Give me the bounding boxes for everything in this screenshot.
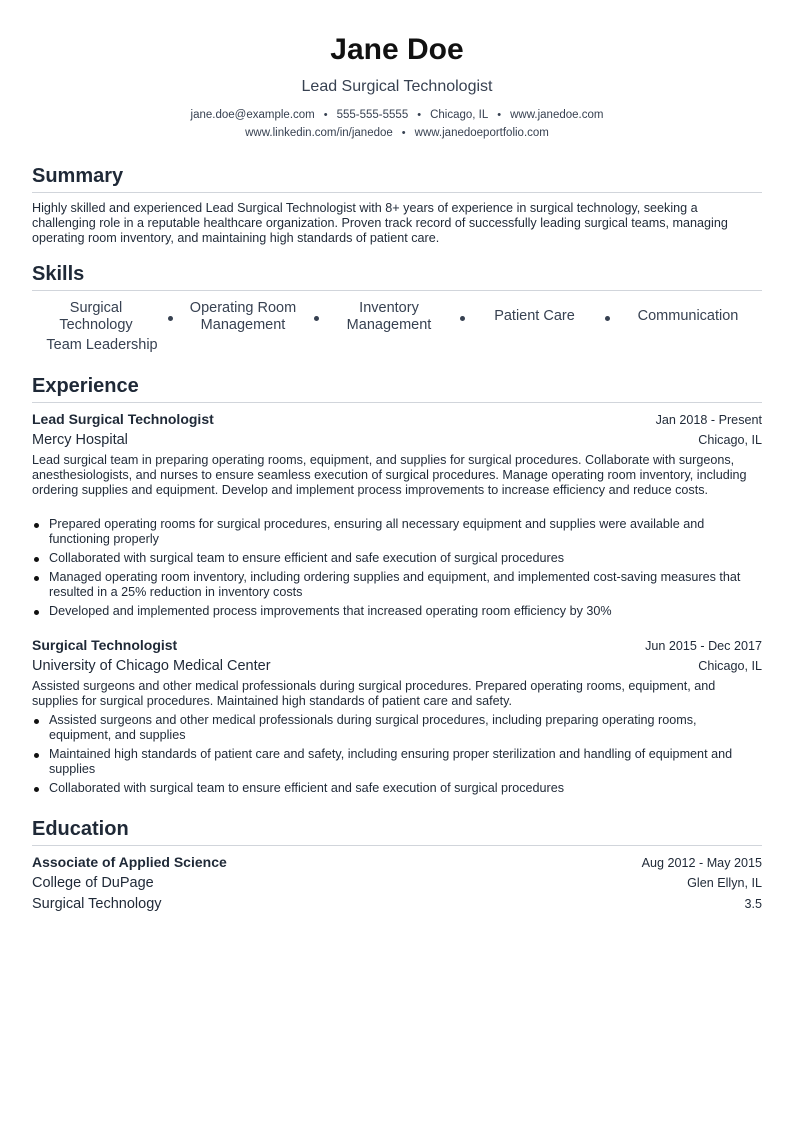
education-dates: Aug 2012 - May 2015 [641,856,762,870]
section-divider [32,290,762,291]
job-description: Assisted surgeons and other medical professionals during surgical procedures. Prepared operating rooms, equipment, and supplies for surgical procedures. Maintained high standards of patient care and safety. [32,679,716,708]
list-item: Maintained high standards of patient care and safety, including ensuring proper sterilization and handling of equipment and supplies [32,747,762,777]
list-item: Collaborated with surgical team to ensure efficient and safe execution of surgical procedures [32,781,762,796]
list-item: Assisted surgeons and other medical professionals during surgical procedures, including preparing operating rooms, equipment, and supplies [32,713,762,743]
job-bullet-list [32,517,762,623]
list-item: Managed operating room inventory, including ordering supplies and equipment, and implemented cost-saving measures that resulted in a 25% reduction in inventory costs [32,570,762,600]
job-header [32,411,762,427]
job-dates: Jun 2015 - Dec 2017 [645,639,762,653]
skill-separator-dot [314,316,319,321]
degree: Associate of Applied Science [32,854,227,870]
skill-item: Operating Room Management [189,300,297,333]
phone-number[interactable]: 555-555-5555 [336,109,409,121]
section-divider [32,845,762,846]
job-header [32,637,762,653]
website-link[interactable]: www.janedoe.com [510,109,604,121]
contact-line-2 [0,126,794,140]
experience-heading: Experience [32,375,139,397]
job-location: Chicago, IL [698,659,762,673]
summary-text: Highly skilled and experienced Lead Surgical Technologist with 8+ years of experience in surgical technology, seeking a challenging role in a reputable healthcare organization. Proven track record of successfully leading surgical teams, managing operating room inventory, and maintaining high standards of patient care. [32,201,728,245]
education-heading: Education [32,818,129,840]
job-organization-row [32,432,762,448]
skill-item: Inventory Management [346,300,432,333]
skill-separator-dot [605,316,610,321]
education-header [32,854,762,870]
location: Chicago, IL [430,109,489,121]
summary-heading: Summary [32,165,124,187]
list-item: Prepared operating rooms for surgical procedures, ensuring all necessary equipment and supplies were available and functioning properly [32,517,762,547]
skill-item: Patient Care [494,308,575,324]
job-description: Lead surgical team in preparing operating rooms, equipment, and supplies for surgical procedures. Collaborate with surgeons, anesthesiologists, and nurses to ensure seamless execution of surgical procedures. Manage operating room inventory, including ordering supplies and equipment. Develop and implement process improvements to increase efficiency and reduce costs. [32,453,747,497]
separator: • [401,127,406,139]
skill-separator-dot [460,316,465,321]
education-school-row [32,875,762,891]
separator: • [497,109,502,121]
education-field-row [32,896,762,912]
school-location: Glen Ellyn, IL [687,876,762,890]
skill-item: Communication [637,308,739,324]
separator: • [323,109,328,121]
list-item: Developed and implemented process improvements that increased operating room efficiency by 30% [32,604,762,619]
email-link[interactable]: jane.doe@example.com [190,109,315,121]
skill-separator-dot [168,316,173,321]
job-organization: University of Chicago Medical Center [32,658,271,674]
section-divider [32,402,762,403]
candidate-name: Jane Doe [330,33,464,66]
field-of-study: Surgical Technology [32,896,162,912]
job-organization: Mercy Hospital [32,432,128,448]
separator: • [417,109,422,121]
job-title: Lead Surgical Technologist [32,411,214,427]
section-divider [32,192,762,193]
portfolio-link[interactable]: www.janedoeportfolio.com [414,127,549,139]
job-title: Surgical Technologist [32,637,178,653]
list-item: Collaborated with surgical team to ensure efficient and safe execution of surgical procedures [32,551,762,566]
job-dates: Jan 2018 - Present [655,413,762,427]
candidate-title: Lead Surgical Technologist [301,78,493,95]
contact-line-1 [0,108,794,122]
job-organization-row [32,658,762,674]
linkedin-link[interactable]: www.linkedin.com/in/janedoe [245,127,393,139]
gpa: 3.5 [744,897,762,911]
job-location: Chicago, IL [698,433,762,447]
school-name: College of DuPage [32,875,154,891]
job-bullet-list [32,713,762,800]
skills-heading: Skills [32,263,85,285]
skill-item: Team Leadership [46,337,158,353]
skill-item: Surgical Technology [59,300,133,333]
